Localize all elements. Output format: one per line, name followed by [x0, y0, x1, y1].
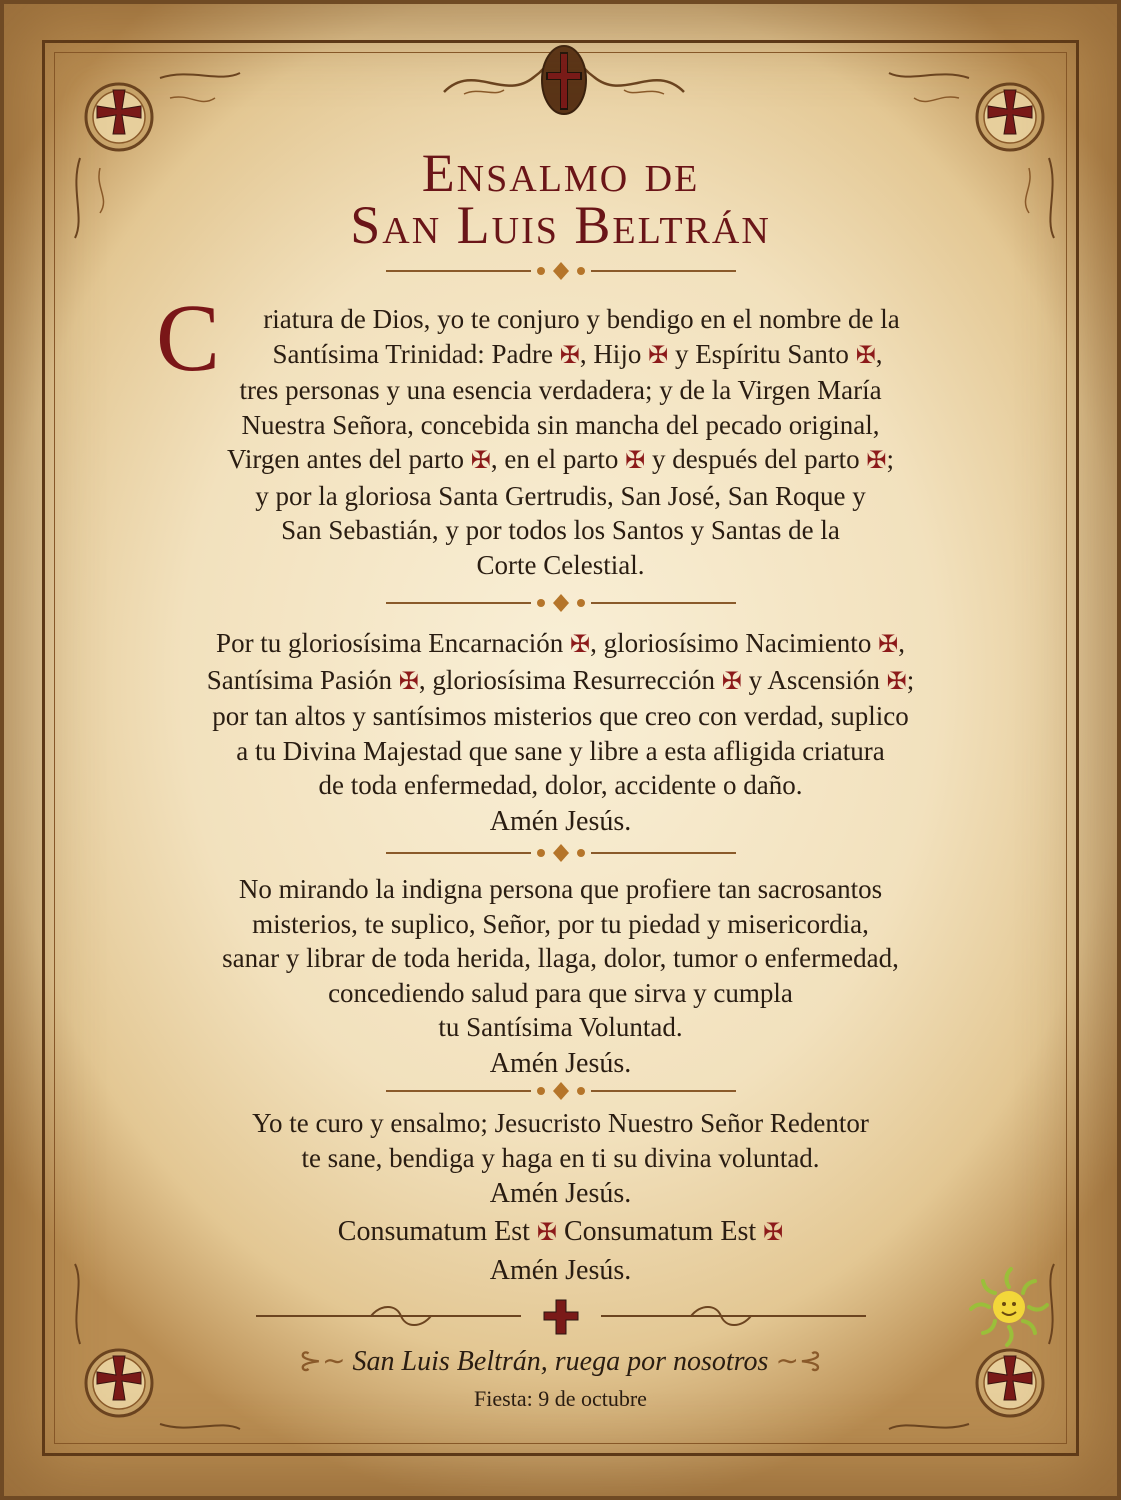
cross-symbol-icon: ✠: [625, 448, 646, 474]
top-left-cross-medallion-icon: [82, 80, 156, 154]
paragraph-1-line: y por la gloriosa Santa Gertrudis, San José, San Roque y: [255, 480, 866, 511]
paragraph-1-line: tres personas y una esencia verdadera; y de la Virgen María: [239, 375, 882, 405]
section-divider-icon: [381, 592, 741, 614]
paragraph-1: [144, 302, 977, 582]
footer-invocation: [4, 1344, 1117, 1378]
cross-symbol-icon: ✠: [878, 632, 899, 658]
paragraph-1-line: Virgen antes del parto ✠, en el parto ✠ y después del parto ✠;: [226, 444, 895, 474]
title-line-2: San Luis Beltrán: [350, 195, 771, 255]
cross-symbol-icon: ✠: [855, 342, 876, 369]
consumatum-line: Consumatum Est ✠ Consumatum Est ✠: [337, 1216, 784, 1247]
cross-symbol-icon: ✠: [569, 632, 591, 658]
amen-line: Amén Jesús.: [489, 1178, 632, 1209]
cross-symbol-icon: ✠: [398, 668, 419, 695]
paragraph-3-line: sanar y librar de toda herida, llaga, dolor, tumor o enfermedad,: [222, 943, 899, 973]
top-right-cross-medallion-icon: [973, 80, 1047, 154]
footer-flourish-left-icon: ⊱∼: [298, 1346, 353, 1377]
paragraph-3-line: misterios, te suplico, Señor, por tu piedad y misericordia,: [252, 908, 869, 939]
paragraph-1-line: Nuestra Señora, concebida sin mancha del pecado original,: [241, 409, 880, 440]
sun-watermark-icon: [964, 1262, 1054, 1352]
footer-invocation-text: San Luis Beltrán, ruega por nosotros: [352, 1346, 769, 1377]
paragraph-2-line: a tu Divina Majestad que sane y libre a esta afligida criatura: [236, 735, 885, 766]
drop-cap: C: [156, 284, 221, 391]
section-divider-icon: [381, 1080, 741, 1102]
cross-symbol-icon: ✠: [866, 448, 887, 474]
footer-flourish-right-icon: ∼⊰: [768, 1346, 823, 1377]
cross-symbol-icon: ✠: [721, 668, 742, 695]
paragraph-2: [114, 626, 1007, 841]
cross-symbol-icon: ✠: [559, 342, 580, 369]
paragraph-2-line: por tan altos y santísimos misterios que creo con verdad, suplico: [212, 701, 909, 731]
cross-symbol-icon: ✠: [886, 668, 907, 695]
cross-symbol-icon: ✠: [648, 342, 669, 369]
section-divider-icon: [381, 842, 741, 864]
paragraph-1-line: Corte Celestial.: [476, 549, 645, 580]
cross-symbol-icon: ✠: [763, 1220, 784, 1246]
paragraph-4-line: te sane, bendiga y haga en ti su divina voluntad.: [301, 1142, 820, 1173]
feast-day: Fiesta: 9 de octubre: [474, 1386, 647, 1411]
paragraph-4: [114, 1106, 1007, 1290]
paragraph-3-line: No mirando la indigna persona que profiere tan sacrosantos: [238, 874, 883, 904]
amen-line: Amén Jesús.: [489, 805, 632, 837]
paragraph-2-line: Por tu gloriosísima Encarnación ✠, gloriosísimo Nacimiento ✠,: [216, 628, 905, 658]
amen-line: Amén Jesús.: [489, 1255, 632, 1286]
paragraph-2-line: de toda enfermedad, dolor, accidente o daño.: [318, 770, 803, 800]
cross-symbol-icon: ✠: [536, 1220, 557, 1246]
paragraph-1-line: San Sebastián, y por todos los Santos y Santas de la: [281, 515, 840, 545]
amen-line: Amén Jesús.: [489, 1047, 632, 1079]
paragraph-4-line: Yo te curo y ensalmo; Jesucristo Nuestro Señor Redentor: [252, 1108, 869, 1138]
bottom-cross-divider-icon: [251, 1296, 871, 1336]
title-divider-icon: [381, 260, 741, 282]
title-line-1: Ensalmo de: [421, 143, 700, 203]
paragraph-3-line: concediendo salud para que sirva y cumpla: [328, 977, 793, 1008]
paragraph-2-line: Santísima Pasión ✠, gloriosísima Resurrección ✠ y Ascensión ✠;: [206, 664, 915, 695]
top-cross-ornament-icon: [434, 32, 694, 122]
paragraph-1-line: riatura de Dios, yo te conjuro y bendigo en el nombre de la: [263, 304, 900, 334]
paragraph-3: [114, 872, 1007, 1083]
paragraph-1-line: Santísima Trinidad: Padre ✠, Hijo ✠ y Espíritu Santo ✠,: [272, 338, 883, 369]
cross-symbol-icon: ✠: [470, 448, 491, 474]
paragraph-3-line: tu Santísima Voluntad.: [438, 1012, 683, 1042]
